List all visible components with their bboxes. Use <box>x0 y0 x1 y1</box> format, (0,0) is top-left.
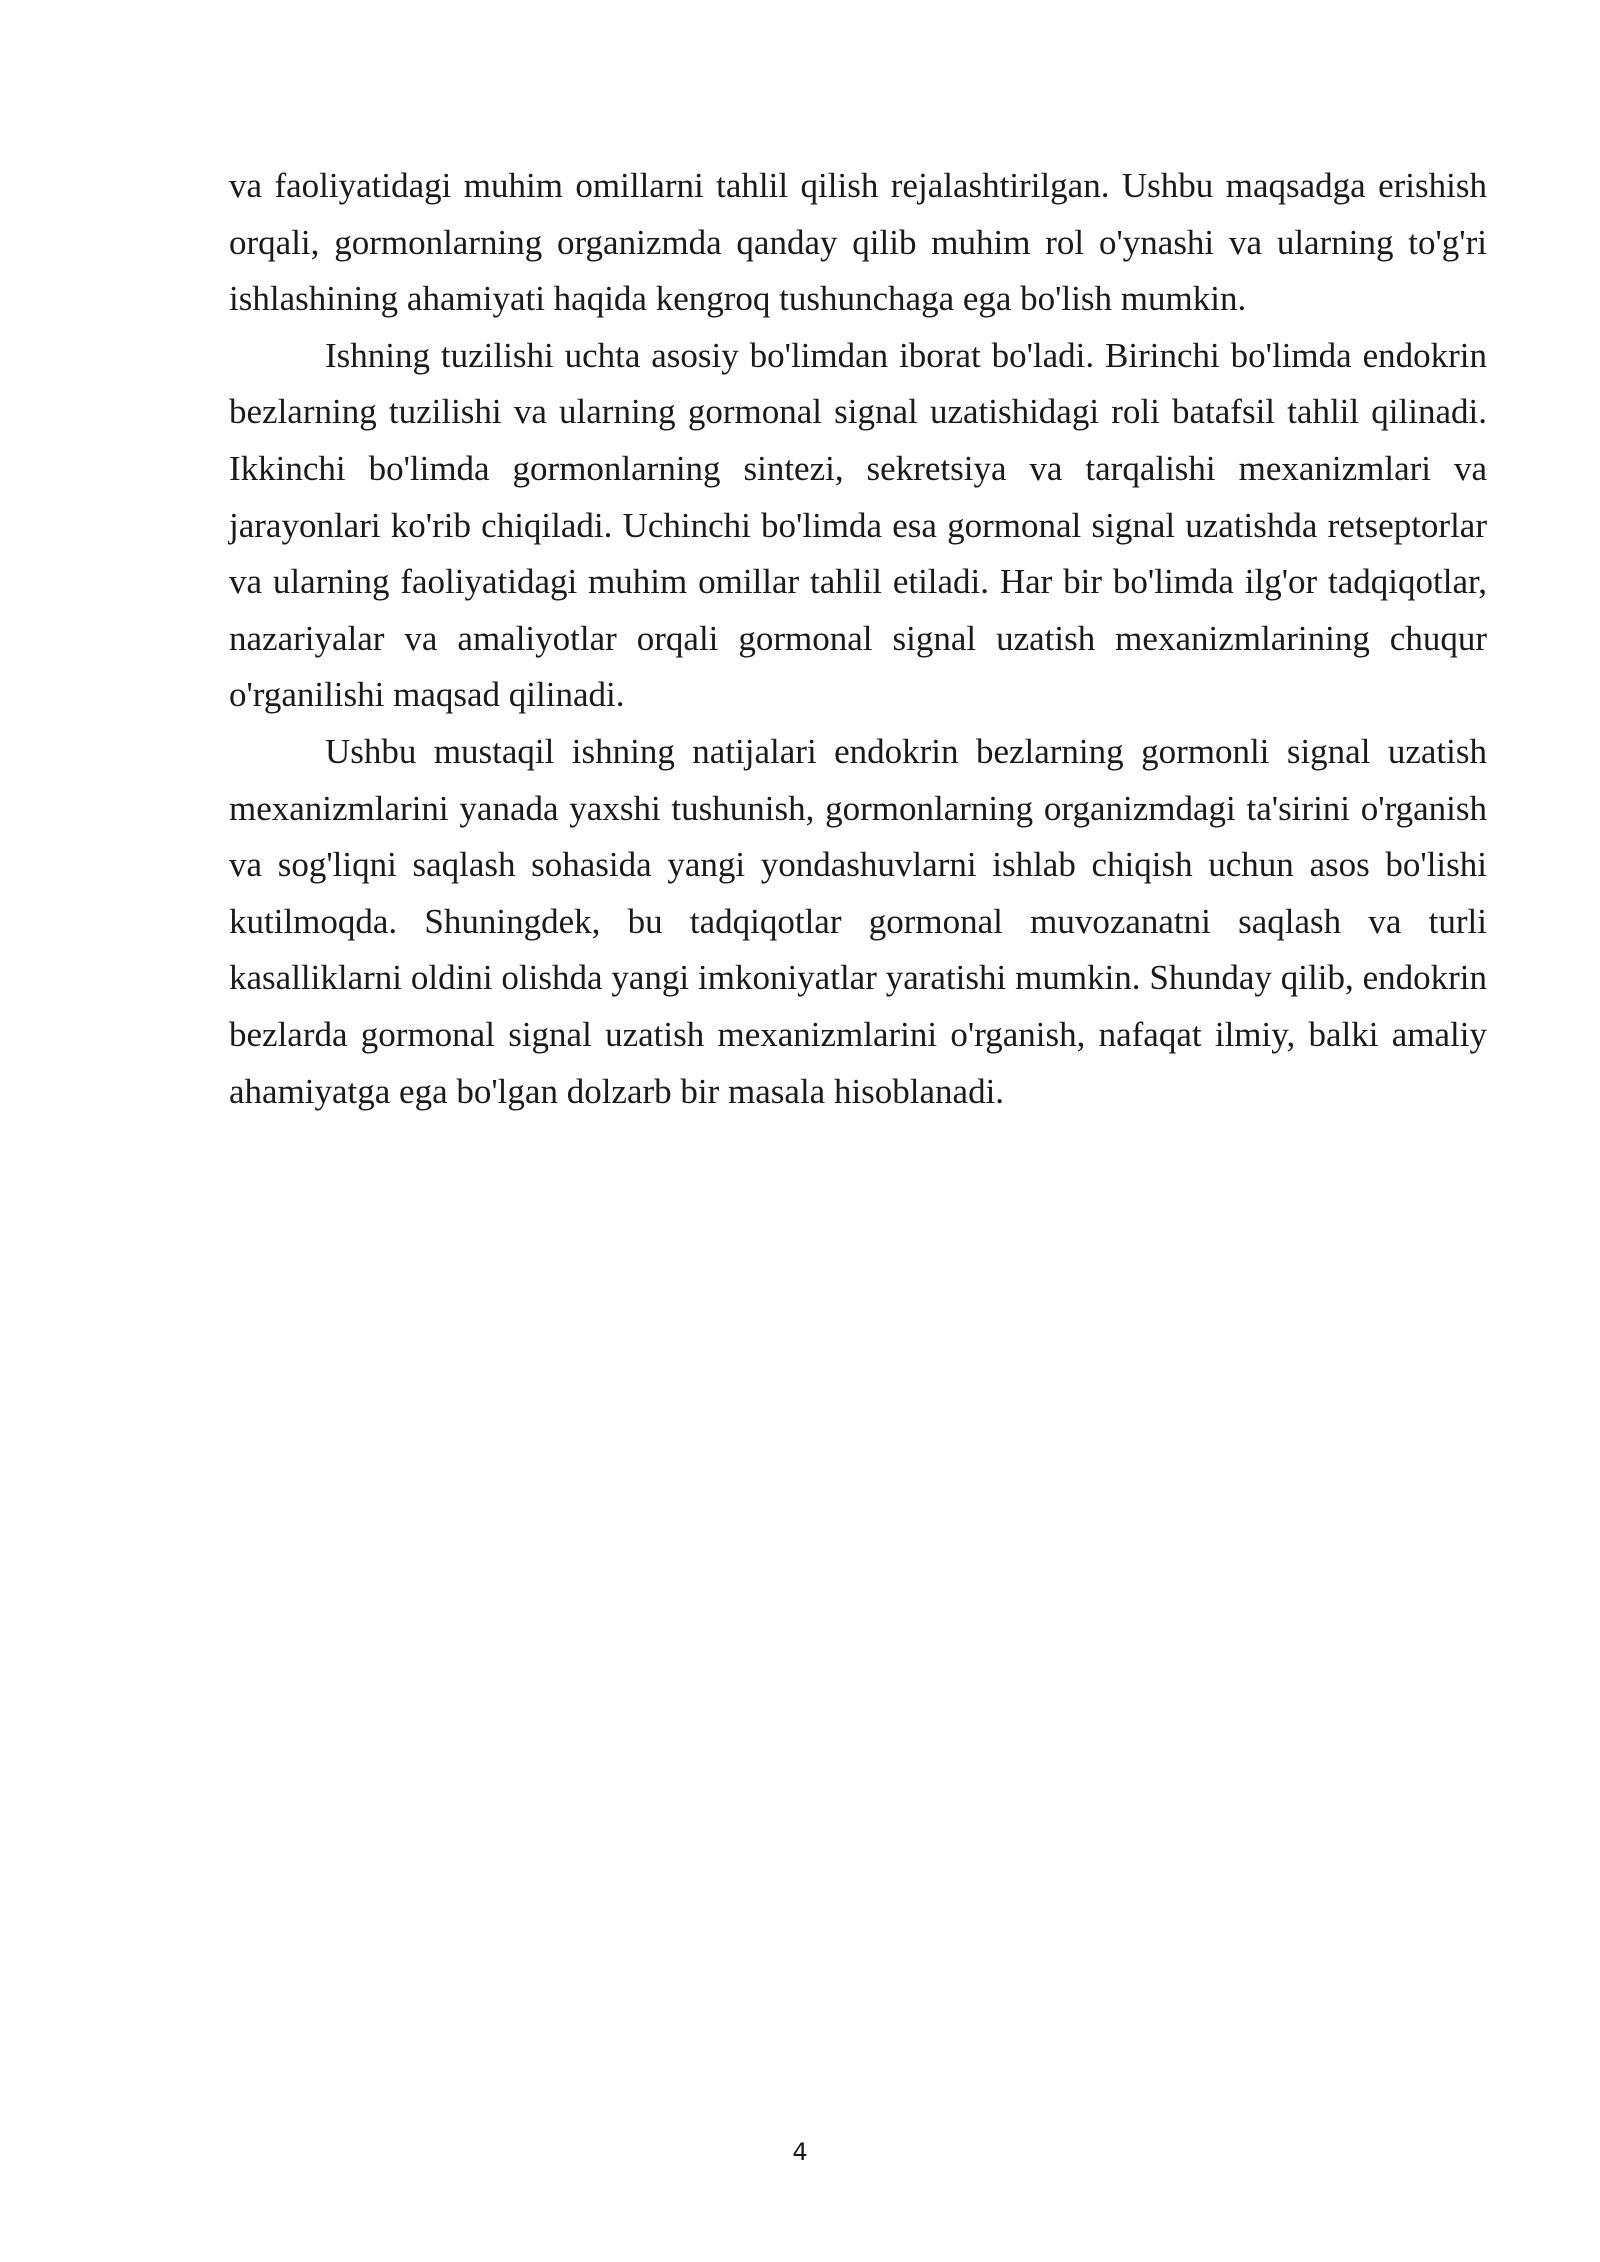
paragraph-structure: Ishning tuzilishi uchta asosiy bo'limdan iborat bo'ladi. Birinchi bo'limda endokrin bezlarning tuzilishi va ularning gormonal signal uzatishidagi roli batafsil tahlil qilinadi. Ikkinchi bo'limda gormonlarning sintezi, sekretsiya va tarqalishi mexanizmlari va jarayonlari ko'rib chiqiladi. Uchinchi bo'limda esa gormonal signal uzatishda retseptorlar va ularning faoliyatidagi muhim omillar tahlil etiladi. Har bir bo'limda ilg'or tadqiqotlar, nazariyalar va amaliyotlar orqali gormonal signal uzatish mexanizmlarining chuqur o'rganilishi maqsad qilinadi. <box>229 335 1487 715</box>
paragraph-results: Ushbu mustaqil ishning natijalari endokrin bezlarning gormonli signal uzatish mexanizmlarini yanada yaxshi tushunish, gormonlarning organizmdagi ta'sirini o'rganish va sog'liqni saqlash sohasida yangi yondashuvlarni ishlab chiqish uchun asos bo'lishi kutilmoqda. Shuningdek, bu tadqiqotlar gormonal muvozanatni saqlash va turli kasalliklarni oldini olishda yangi imkoniyatlar yaratishi mumkin. Shunday qilib, endokrin bezlarda gormonal signal uzatish mexanizmlarini o'rganish, nafaqat ilmiy, balki amaliy ahamiyatga ega bo'lgan dolzarb bir masala hisoblanadi. <box>229 731 1487 1111</box>
body-text <box>229 158 1487 1120</box>
paragraph-continuation: va faoliyatidagi muhim omillarni tahlil qilish rejalashtirilgan. Ushbu maqsadga erishish orqali, gormonlarning organizmda qanday qilib muhim rol o'ynashi va ularning to'g'ri ishlashining ahamiyati haqida kengroq tushunchaga ega bo'lish mumkin. <box>229 166 1487 319</box>
page-number: 4 <box>792 2138 808 2166</box>
